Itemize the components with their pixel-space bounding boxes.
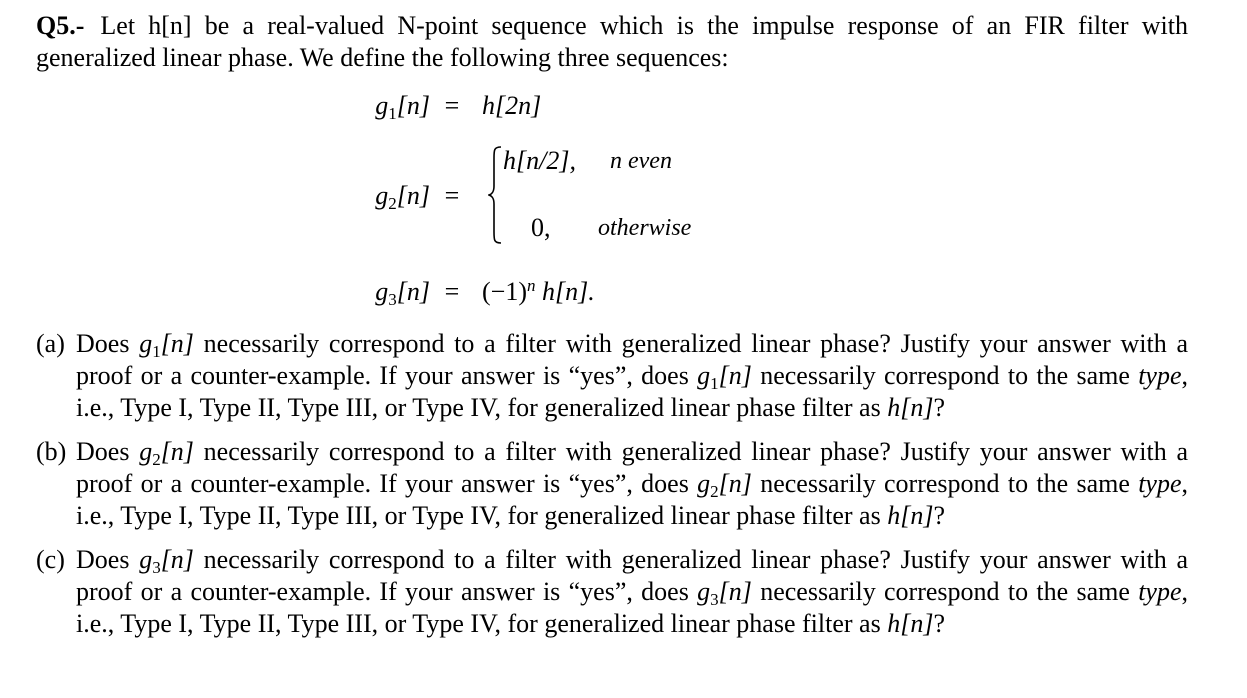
question-intro [36, 10, 1188, 74]
part-a-text: Does $g_1[n]$ necessarily correspond to a filter with generalized linear phase? Justify your answer with a proof or a counter-example. If your answer is “yes”, does $g_1[n]$ necessarily correspond to the same type, i.e., Type I, Type II, Type III, or Type IV, for generalized linear phase filter as h[n]? [76, 329, 1188, 422]
equation-g1-equals: = [444, 91, 460, 120]
equation-g2-case2-value: 0, [531, 213, 551, 242]
equation-g2-case2-condition: otherwise [598, 215, 692, 241]
equation-g1-lhs: $g_1[n]$ [375, 91, 430, 123]
part-a [36, 328, 1188, 424]
equation-g3-lhs: $g_3[n]$ [375, 277, 430, 309]
part-a-label: (a) [36, 329, 65, 358]
part-b [36, 436, 1188, 532]
equation-g2-case1-condition: n even [610, 148, 672, 174]
equation-g2-case1-value: h[n/2], [503, 146, 576, 175]
part-b-text: Does $g_2[n]$ necessarily correspond to a filter with generalized linear phase? Justify your answer with a proof or a counter-example. If your answer is “yes”, does $g_2[n]$ necessarily correspond to the same type, i.e., Type I, Type II, Type III, or Type IV, for generalized linear phase filter as h[n]? [76, 437, 1188, 530]
left-brace-icon [488, 146, 502, 244]
equation-g3-rhs: $(-1)^n$ h[n]. [482, 276, 595, 306]
equation-g1-rhs: h[2n] [482, 91, 542, 120]
part-b-label: (b) [36, 437, 67, 466]
part-c-label: (c) [36, 545, 65, 574]
equation-g3-equals: = [444, 277, 460, 306]
part-c-text: Does $g_3[n]$ necessarily correspond to a filter with generalized linear phase? Justify your answer with a proof or a counter-example. If your answer is “yes”, does $g_3[n]$ necessarily correspond to the same type, i.e., Type I, Type II, Type III, or Type IV, for generalized linear phase filter as h[n]? [76, 545, 1188, 638]
question-number: Q5.- [36, 11, 85, 40]
part-c [36, 544, 1188, 640]
question-intro-text: Let h[n] be a real-valued N-point sequence which is the impulse response of an FIR filter with generalized linear phase. We define the following three sequences: [36, 11, 1188, 72]
equation-g2-lhs: $g_2[n]$ [375, 181, 430, 213]
equation-g2-equals: = [444, 181, 460, 210]
